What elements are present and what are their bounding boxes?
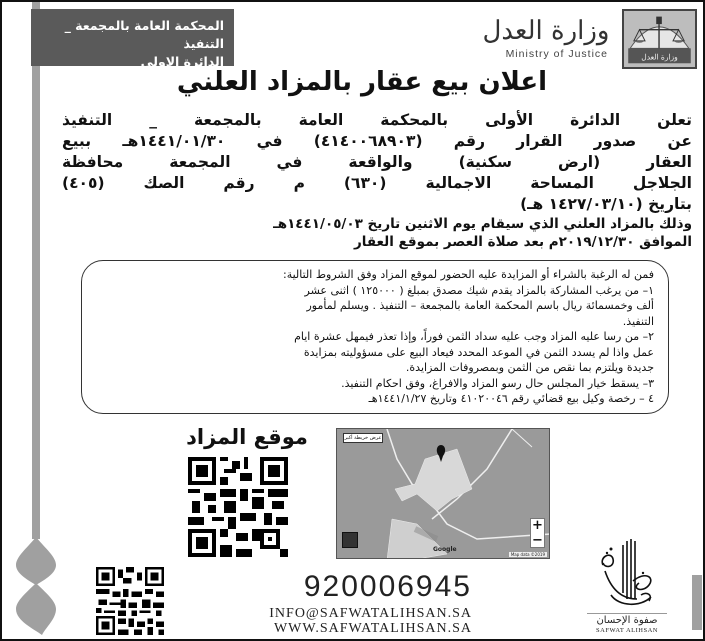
auction-conditions-box bbox=[81, 260, 669, 414]
announcement-line: بتاريخ (١٤٢٧/٠٣/١٠ هـ) bbox=[520, 195, 692, 213]
map-type-toggle[interactable] bbox=[342, 532, 358, 548]
brand-name-arabic: صفوة الإحسان bbox=[587, 613, 667, 627]
ministry-name-arabic: وزارة العدل bbox=[482, 16, 610, 46]
court-name: المحكمة العامة بالمجمعة _ التنفيذ bbox=[64, 18, 224, 51]
calligraphy-logo-icon bbox=[597, 537, 657, 612]
scales-of-justice-emblem-icon bbox=[622, 9, 697, 69]
zoom-in-button[interactable]: + bbox=[532, 518, 543, 533]
announcement-line: عن صدور القرار رقم (٤١٤٠٠٦٨٩٠٣) في ١٤٤١/٠١/٣٠هـ ببيع bbox=[62, 132, 692, 150]
auction-date-text bbox=[67, 215, 692, 251]
svg-text:وزارة العدل: وزارة العدل bbox=[641, 52, 678, 62]
teardrop-ornament-icon bbox=[12, 527, 62, 637]
condition-line: ٤ – رخصة وكيل بيع قضائي رقم ٤١٠٢٠٠٤٦ وتاريخ ١٤٤١/١/٢٧هـ bbox=[368, 392, 654, 405]
view-larger-map-link[interactable]: عرض خريطة أكبر bbox=[344, 435, 382, 441]
left-decorative-bar bbox=[32, 2, 40, 537]
ministry-name-english: Ministry of Justice bbox=[505, 48, 608, 60]
ministry-of-justice-logo bbox=[480, 14, 612, 70]
condition-line: ٣– يسقط خيار المجلس حال رسو المزاد والافراغ، وفق احكام التنفيذ. bbox=[341, 376, 654, 390]
condition-line: جديدة ويلتزم بما نقص من الثمن وبمصروفات المزايدة. bbox=[405, 361, 654, 374]
location-map[interactable] bbox=[336, 428, 550, 559]
brand-name-english: SAFWAT ALIHSAN bbox=[596, 627, 658, 634]
auction-line: وذلك بالمزاد العلني الذي سيقام يوم الاثنين تاريخ ١٤٤١/٠٥/٠٣هـ bbox=[273, 216, 692, 232]
zoom-out-button[interactable]: − bbox=[532, 533, 543, 548]
contact-phone[interactable]: 920006945 bbox=[303, 570, 472, 603]
right-decorative-bar bbox=[692, 575, 702, 630]
announcement-line: العقار (ارض سكنية) والواقعة في المجمعة محافظة bbox=[62, 153, 692, 171]
condition-line: ألف وخمسمائة ريال باسم المحكمة العامة بالمجمعة – التنفيذ . ويسلم لمأمور bbox=[306, 299, 654, 312]
court-header-box bbox=[31, 9, 234, 69]
contact-email[interactable]: INFO@SAFWATALIHSAN.SA bbox=[269, 606, 472, 621]
condition-line: ٢– من رسا عليه المزاد وجب عليه سداد الثمن فوراً، وإذا تعذر فيمهل عشرة ايام bbox=[294, 330, 654, 343]
condition-line: عمل واذا لم يسدد الثمن في الموعد المحدد فيعاد البيع على مسؤوليته بمزايدة bbox=[303, 345, 654, 359]
contact-qr-code-icon[interactable] bbox=[95, 567, 165, 635]
announcement-line: تعلن الدائرة الأولى بالمحكمة العامة بالمجمعة _ التنفيذ bbox=[62, 111, 692, 129]
court-department: الدائرة الاولى bbox=[140, 54, 224, 69]
announcement-line: الجلاجل المساحة الاجمالية (٦٣٠) م رقم الصك (٤٠٥) bbox=[62, 174, 692, 192]
google-logo: Google bbox=[433, 546, 457, 553]
map-attribution: Map data ©2019 bbox=[510, 552, 545, 557]
auction-line: الموافق ٢٠١٩/١٢/٣٠م بعد صلاة العصر بموقع العقار bbox=[353, 234, 692, 250]
condition-line: ١– من يرغب المشاركة بالمزاد يقدم شيك مصدق بمبلغ ( ١٢٥٠٠٠ ) اثنى عشر bbox=[304, 283, 654, 297]
auction-location-heading: موقع المزاد bbox=[186, 425, 308, 449]
contact-website[interactable]: WWW.SAFWATALIHSAN.SA bbox=[273, 621, 472, 636]
condition-line: فمن له الرغبة بالشراء أو المزايدة عليه الحضور لموقع المزاد وفق الشروط التالية: bbox=[282, 268, 654, 281]
map-zoom-controls bbox=[530, 518, 545, 548]
location-qr-code-icon[interactable] bbox=[188, 457, 288, 557]
announcement-title: اعلان بيع عقار بالمزاد العلني bbox=[176, 67, 548, 97]
announcement-body bbox=[62, 110, 692, 215]
safwat-alihsan-logo bbox=[587, 537, 667, 641]
condition-line: التنفيذ. bbox=[622, 314, 654, 328]
